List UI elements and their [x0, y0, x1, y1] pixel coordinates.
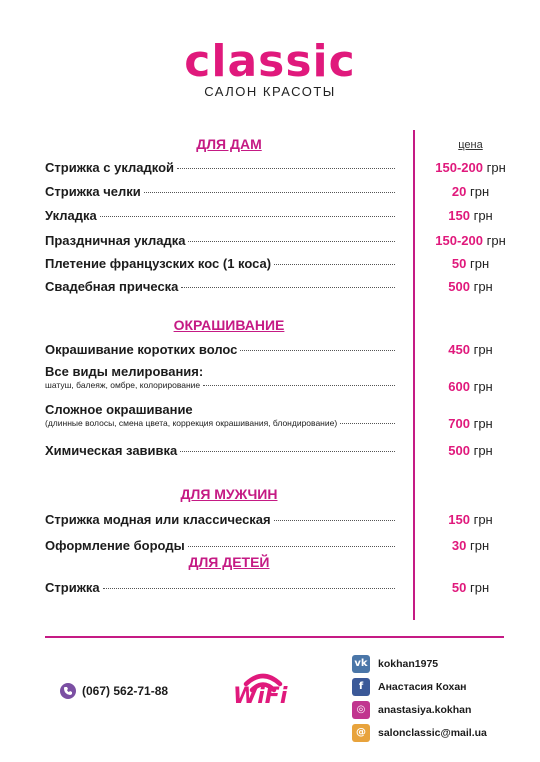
social-item-email[interactable] — [352, 721, 487, 744]
service-name: Плетение французских кос (1 коса) — [45, 256, 272, 271]
service-price: 450 грн — [448, 342, 493, 357]
service-price: 700 грн — [448, 416, 493, 431]
service-row — [45, 580, 395, 595]
service-name: Стрижка с укладкой — [45, 160, 174, 175]
service-name: Оформление бороды — [45, 538, 185, 553]
phone-contact[interactable] — [60, 683, 168, 699]
service-row-with-note — [45, 402, 395, 428]
social-links — [352, 652, 487, 744]
service-price: 50 грн — [451, 580, 490, 595]
service-name: Сложное окрашивание — [45, 402, 193, 417]
service-price: 150 грн — [448, 208, 493, 223]
service-name: Праздничная укладка — [45, 233, 186, 248]
service-name: Стрижка модная или классическая — [45, 512, 271, 527]
service-row — [45, 279, 395, 294]
instagram-icon: ◎ — [352, 701, 370, 719]
service-row — [45, 342, 395, 357]
social-item-facebook[interactable] — [352, 675, 487, 698]
social-item-instagram[interactable] — [352, 698, 487, 721]
service-price: 500 грн — [448, 443, 493, 458]
service-note: шатуш, балеяж, омбре, колорирование — [45, 380, 201, 390]
dot-leader — [177, 168, 395, 169]
service-row — [45, 184, 395, 199]
facebook-icon: f — [352, 678, 370, 696]
section-title-kids: ДЛЯ ДЕТЕЙ — [188, 554, 270, 570]
price-column-heading: цена — [458, 139, 483, 151]
vk-handle: kokhan1975 — [378, 657, 439, 670]
email-address: salonclassic@mail.ua — [378, 726, 487, 739]
dot-leader — [274, 264, 395, 265]
service-price: 150-200 грн — [435, 160, 506, 175]
section-title-men: ДЛЯ МУЖЧИН — [180, 486, 278, 502]
service-name: Все виды мелирования: — [45, 364, 204, 379]
phone-number: (067) 562-71-88 — [82, 684, 169, 698]
wifi-label: WiFi — [233, 684, 288, 709]
facebook-name: Анастасия Кохан — [378, 680, 467, 693]
service-row-with-note — [45, 364, 395, 390]
service-name: Химическая завивка — [45, 443, 178, 458]
dot-leader — [274, 520, 395, 521]
email-icon: @ — [352, 724, 370, 742]
dot-leader — [103, 588, 395, 589]
service-name: Свадебная прическа — [45, 279, 179, 294]
vk-icon: vk — [352, 655, 370, 673]
social-item-vk[interactable] — [352, 652, 487, 675]
vertical-divider — [413, 130, 415, 620]
service-price: 20 грн — [451, 184, 490, 199]
service-price: 50 грн — [451, 256, 490, 271]
service-price: 150 грн — [448, 512, 493, 527]
dot-leader — [100, 216, 395, 217]
service-row — [45, 160, 395, 175]
service-row — [45, 538, 395, 553]
viber-icon — [60, 683, 76, 699]
service-name: Укладка — [45, 208, 97, 223]
dot-leader — [181, 287, 395, 288]
service-row — [45, 233, 395, 248]
dot-leader — [180, 451, 395, 452]
service-name: Стрижка — [45, 580, 100, 595]
brand-logo: classic — [184, 36, 356, 87]
service-price: 150-200 грн — [435, 233, 506, 248]
dot-leader — [203, 385, 395, 386]
service-name: Стрижка челки — [45, 184, 141, 199]
section-title-coloring: ОКРАШИВАНИЕ — [173, 317, 285, 333]
instagram-handle: anastasiya.kokhan — [378, 703, 472, 716]
service-row — [45, 512, 395, 527]
service-row — [45, 256, 395, 271]
dot-leader — [188, 546, 395, 547]
service-name: Окрашивание коротких волос — [45, 342, 238, 357]
dot-leader — [340, 423, 395, 424]
service-note: (длинные волосы, смена цвета, коррекция окрашивания, блондирование) — [45, 418, 338, 428]
horizontal-divider — [45, 636, 504, 638]
dot-leader — [240, 350, 395, 351]
service-price: 30 грн — [451, 538, 490, 553]
service-row — [45, 208, 395, 223]
service-price: 600 грн — [448, 379, 493, 394]
dot-leader — [188, 241, 395, 242]
brand-subtitle: САЛОН КРАСОТЫ — [204, 84, 336, 99]
service-price: 500 грн — [448, 279, 493, 294]
dot-leader — [144, 192, 395, 193]
service-row — [45, 443, 395, 458]
section-title-women: ДЛЯ ДАМ — [196, 136, 262, 152]
